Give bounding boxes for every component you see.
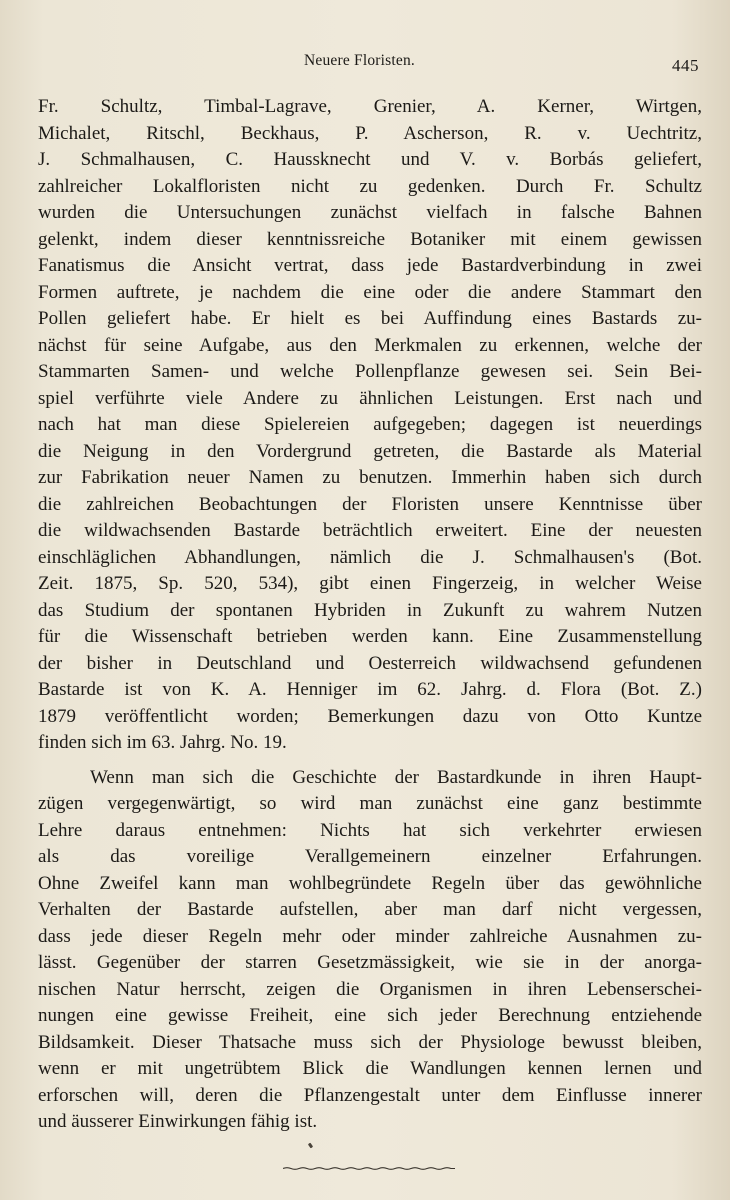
text-line: Formen auftrete, je nachdem die eine oder die andere Stammart den <box>38 281 702 303</box>
text-line: der bisher in Deutschland und Oesterreich wildwachsend gefundenen <box>38 652 702 674</box>
text-line: erforschen will, deren die Pflanzengestalt unter dem Einflusse innerer <box>38 1084 702 1106</box>
text-line: nächst für seine Aufgabe, aus den Merkmalen zu erkennen, welche der <box>38 334 702 356</box>
decorative-rule <box>283 1166 455 1171</box>
text-line: wenn er mit ungetrübtem Blick die Wandlungen kennen lernen und <box>38 1058 702 1079</box>
text-line: Fr. Schultz, Timbal-Lagrave, Grenier, A. Kerner, Wirtgen, <box>38 96 702 117</box>
text-line: die Neigung in den Vordergrund getreten, die Bastarde als Material <box>38 440 702 462</box>
text-line: 1879 veröffentlicht worden; Bemerkungen dazu von Otto Kuntze <box>38 705 702 727</box>
text-line: nach hat man diese Spielereien aufgegeben; dagegen ist neuerdings <box>38 414 702 435</box>
text-line: Bildsamkeit. Dieser Thatsache muss sich der Physiologe bewusst bleiben, <box>38 1031 702 1053</box>
text-line: zur Fabrikation neuer Namen zu benutzen. Immerhin haben sich durch <box>38 467 702 488</box>
text-line: Verhalten der Bastarde aufstellen, aber man darf nicht vergessen, <box>38 899 702 920</box>
text-line: zügen vergegenwärtigt, so wird man zunächst eine ganz bestimmte <box>38 793 702 814</box>
text-line: Pollen geliefert habe. Er hielt es bei Auffindung eines Bastards zu- <box>38 308 702 329</box>
text-line: dass jede dieser Regeln mehr oder minder zahlreiche Ausnahmen zu- <box>38 925 702 947</box>
text-line: Stammarten Samen- und welche Pollenpflanze gewesen sei. Sein Bei- <box>38 361 702 382</box>
text-line: wurden die Untersuchungen zunächst vielfach in falsche Bahnen <box>38 202 702 223</box>
text-line: nischen Natur herrscht, zeigen die Organismen in ihren Lebenserschei- <box>38 978 702 1000</box>
text-line: finden sich im 63. Jahrg. No. 19. <box>38 732 287 753</box>
text-line: als das voreilige Verallgemeinern einzelner Erfahrungen. <box>38 846 702 867</box>
text-line: Ohne Zweifel kann man wohlbegründete Regeln über das gewöhnliche <box>38 872 702 894</box>
paragraph-1 <box>38 94 702 757</box>
text-line: einschläglichen Abhandlungen, nämlich die J. Schmalhausen's (Bot. <box>38 546 702 568</box>
text-line: Michalet, Ritschl, Beckhaus, P. Ascherson, R. v. Uechtritz, <box>38 122 702 144</box>
text-line: und äusserer Einwirkungen fähig ist. <box>38 1111 318 1132</box>
page-number: 445 <box>672 56 699 75</box>
text-line: lässt. Gegenüber der starren Gesetzmässigkeit, wie sie in der anorga- <box>38 952 702 973</box>
ink-speck <box>308 1143 313 1149</box>
text-line: zahlreicher Lokalfloristen nicht zu gedenken. Durch Fr. Schultz <box>38 175 702 197</box>
paragraph-2 <box>38 765 702 1136</box>
text-line: die zahlreichen Beobachtungen der Floristen unsere Kenntnisse über <box>38 493 702 515</box>
text-line: Wenn man sich die Geschichte der Bastardkunde in ihren Haupt- <box>90 766 702 788</box>
running-title: Neuere Floristen. <box>304 52 416 69</box>
text-line: Zeit. 1875, Sp. 520, 534), gibt einen Fingerzeig, in welcher Weise <box>38 573 702 594</box>
text-line: Lehre daraus entnehmen: Nichts hat sich verkehrter erwiesen <box>38 819 702 841</box>
text-line: für die Wissenschaft betrieben werden kann. Eine Zusammenstellung <box>38 626 702 647</box>
text-line: das Studium der spontanen Hybriden in Zukunft zu wahrem Nutzen <box>38 599 702 621</box>
running-header <box>0 50 730 74</box>
text-line: J. Schmalhausen, C. Haussknecht und V. v. Borbás geliefert, <box>38 149 702 170</box>
text-line: Fanatismus die Ansicht vertrat, dass jede Bastardverbindung in zwei <box>38 255 702 276</box>
text-line: Bastarde ist von K. A. Henniger im 62. Jahrg. d. Flora (Bot. Z.) <box>38 679 702 700</box>
body-text <box>38 94 702 1136</box>
text-line: gelenkt, indem dieser kenntnissreiche Botaniker mit einem gewissen <box>38 228 702 250</box>
text-line: spiel verführte viele Andere zu ähnlichen Leistungen. Erst nach und <box>38 387 702 409</box>
text-line: die wildwachsenden Bastarde beträchtlich erweitert. Eine der neuesten <box>38 520 702 541</box>
text-line: nungen eine gewisse Freiheit, eine sich jeder Berechnung entziehende <box>38 1005 702 1026</box>
